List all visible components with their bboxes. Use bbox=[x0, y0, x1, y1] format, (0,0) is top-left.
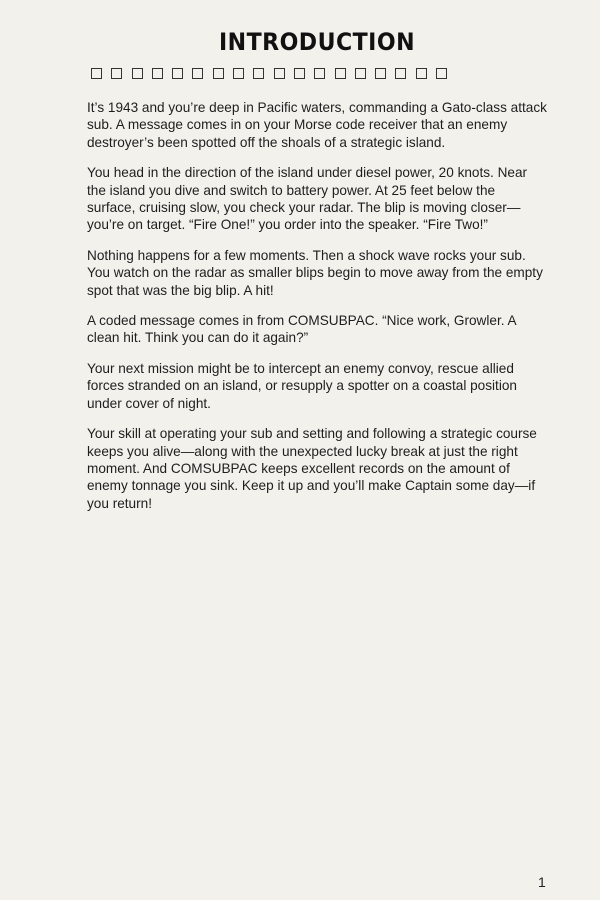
page-number: 1 bbox=[538, 874, 546, 890]
body-text bbox=[87, 99, 547, 525]
decorative-box-icon bbox=[192, 68, 203, 79]
decorative-box-icon bbox=[294, 68, 305, 79]
decorative-box-icon bbox=[233, 68, 244, 79]
decorative-box-icon bbox=[172, 68, 183, 79]
decorative-box-icon bbox=[314, 68, 325, 79]
decorative-box-icon bbox=[132, 68, 143, 79]
decorative-box-icon bbox=[395, 68, 406, 79]
paragraph-6: Your skill at operating your sub and setting and following a strategic course keeps you alive—along with the unexpected lucky break at just the right moment. And COMSUBPAC keeps excellent records on the amount of enemy tonnage you sink. Keep it up and you’ll make Captain some day—if you return! bbox=[87, 426, 537, 511]
paragraph-2: You head in the direction of the island under diesel power, 20 knots. Near the island you dive and switch to battery power. At 25 feet below the surface, cruising slow, you check your radar. The blip is moving closer—you’re on target. “Fire One!” you order into the speaker. “Fire Two!” bbox=[87, 165, 528, 233]
decorative-box-icon bbox=[274, 68, 285, 79]
decorative-box-icon bbox=[335, 68, 346, 79]
page-title: INTRODUCTION bbox=[218, 28, 416, 56]
paragraph-4: A coded message comes in from COMSUBPAC. “Nice work, Growler. A clean hit. Think you can do it again?” bbox=[87, 313, 516, 346]
decorative-box-icon bbox=[253, 68, 264, 79]
paragraph-3: Nothing happens for a few moments. Then a shock wave rocks your sub. You watch on the radar as smaller blips begin to move away from the empty spot that was the big blip. A hit! bbox=[87, 247, 543, 298]
decorative-box-icon bbox=[213, 68, 224, 79]
decorative-box-icon bbox=[436, 68, 447, 79]
decorative-box-icon bbox=[152, 68, 163, 79]
decorative-box-icon bbox=[111, 68, 122, 79]
decorative-box-icon bbox=[416, 68, 427, 79]
paragraph-5: Your next mission might be to intercept an enemy convoy, rescue allied forces stranded on an island, or resupply a spotter on a coastal position under cover of night. bbox=[87, 360, 517, 411]
decorative-box-icon bbox=[91, 68, 102, 79]
decorative-box-row bbox=[91, 66, 447, 82]
paragraph-1: It’s 1943 and you’re deep in Pacific waters, commanding a Gato-class attack sub. A message comes in on your Morse code receiver that an enemy destroyer’s been spotted off the shoals of a strategic island. bbox=[87, 100, 547, 150]
decorative-box-icon bbox=[355, 68, 366, 79]
decorative-box-icon bbox=[375, 68, 386, 79]
